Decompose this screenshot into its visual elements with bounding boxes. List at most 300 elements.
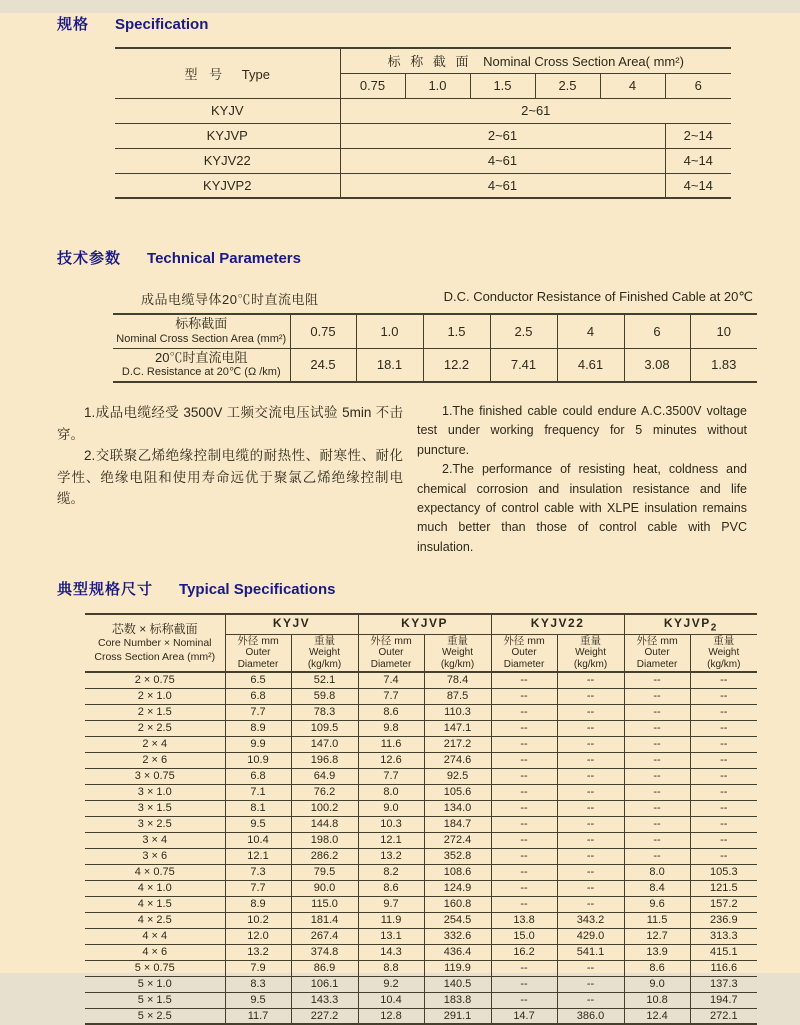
cell-value: 183.8: [424, 992, 491, 1008]
cell-value: 415.1: [690, 944, 757, 960]
cell-value: 541.1: [557, 944, 624, 960]
dc-resistance-label-en: D.C. Resistance at 20℃ (Ω /km): [121, 366, 281, 378]
row-label: 5 × 2.5: [85, 1008, 225, 1024]
specification-table: [115, 47, 731, 199]
cell-value: --: [491, 976, 557, 992]
cell-value: 291.1: [424, 1008, 491, 1024]
weight-header-zh: 重量: [447, 634, 469, 647]
core-range: 4~61: [340, 173, 665, 198]
resistance-value: 4.61: [557, 348, 624, 382]
cell-value: --: [491, 960, 557, 976]
group-header-row: [85, 614, 757, 634]
cell-value: --: [690, 736, 757, 752]
cell-value: 8.6: [358, 704, 424, 720]
cell-value: --: [624, 848, 690, 864]
cell-value: 115.0: [291, 896, 358, 912]
table-row: [85, 736, 757, 752]
cell-value: 76.2: [291, 784, 358, 800]
od-header-zh: 外径 mm: [503, 634, 545, 647]
weight-header-en: Weight (kg/km): [307, 647, 342, 671]
cell-value: 92.5: [424, 768, 491, 784]
resistance-value: 18.1: [356, 348, 423, 382]
type-header-en: Type: [241, 66, 270, 82]
group-label: KYJV: [272, 615, 311, 630]
size-value: 2.5: [490, 314, 557, 348]
cell-value: --: [690, 672, 757, 688]
cell-value: 79.5: [291, 864, 358, 880]
cell-value: 7.7: [358, 768, 424, 784]
cell-value: 254.5: [424, 912, 491, 928]
cell-value: --: [557, 848, 624, 864]
corner-header: [85, 614, 225, 672]
cell-value: 11.6: [358, 736, 424, 752]
cell-value: --: [557, 688, 624, 704]
size-header: 4: [600, 73, 665, 98]
cell-value: 7.4: [358, 672, 424, 688]
cell-value: --: [491, 752, 557, 768]
cell-value: 105.3: [690, 864, 757, 880]
cell-value: 286.2: [291, 848, 358, 864]
cell-value: --: [624, 768, 690, 784]
group-label: KYJVP: [663, 615, 711, 630]
cell-value: 9.2: [358, 976, 424, 992]
cell-value: 274.6: [424, 752, 491, 768]
group-label: KYJV22: [530, 615, 585, 630]
cell-value: 8.9: [225, 720, 291, 736]
cell-value: 137.3: [690, 976, 757, 992]
typical-specifications-heading-en: Typical Specifications: [179, 581, 336, 598]
table-row: [85, 992, 757, 1008]
nominal-area-label: [113, 314, 290, 348]
cell-value: --: [491, 816, 557, 832]
nominal-area-row: [113, 314, 757, 348]
row-label: 3 × 6: [85, 848, 225, 864]
cell-value: 110.3: [424, 704, 491, 720]
row-label: 3 × 1.0: [85, 784, 225, 800]
table-row: [85, 800, 757, 816]
cell-value: --: [491, 720, 557, 736]
size-value: 4: [557, 314, 624, 348]
weight-header: [690, 634, 757, 672]
cell-value: 9.0: [624, 976, 690, 992]
row-label: 4 × 1.5: [85, 896, 225, 912]
cell-value: 10.4: [225, 832, 291, 848]
cell-value: --: [491, 896, 557, 912]
cable-type: KYJVP: [115, 123, 340, 148]
technical-parameters-heading: [57, 247, 800, 268]
cell-value: 313.3: [690, 928, 757, 944]
group-label-sub: 2: [710, 621, 718, 633]
cell-value: --: [690, 800, 757, 816]
cell-value: --: [690, 816, 757, 832]
cell-value: 9.0: [358, 800, 424, 816]
nominal-area-label-en: Nominal Cross Section Area (mm²): [116, 332, 287, 345]
specification-heading-en: Specification: [115, 16, 209, 33]
cell-value: 196.8: [291, 752, 358, 768]
cell-value: --: [557, 768, 624, 784]
row-label: 5 × 1.0: [85, 976, 225, 992]
table-row: [85, 688, 757, 704]
group-label: KYJVP: [401, 615, 448, 630]
size-value: 6: [624, 314, 690, 348]
row-label: 3 × 0.75: [85, 768, 225, 784]
table-row: [85, 1008, 757, 1024]
row-label: 4 × 0.75: [85, 864, 225, 880]
resistance-value: 12.2: [423, 348, 490, 382]
weight-header: [557, 634, 624, 672]
type-header-zh: 型 号: [184, 66, 227, 82]
row-label: 2 × 0.75: [134, 674, 175, 687]
cell-value: 8.6: [624, 960, 690, 976]
dc-resistance-label: [113, 348, 290, 382]
cell-value: 140.5: [424, 976, 491, 992]
cell-value: 116.6: [690, 960, 757, 976]
cell-value: --: [690, 720, 757, 736]
spec-row-kyjv22: [115, 148, 731, 173]
cell-value: 272.1: [690, 1008, 757, 1024]
cell-value: 14.3: [358, 944, 424, 960]
table-row: [85, 832, 757, 848]
cell-value: 8.1: [225, 800, 291, 816]
cell-value: 15.0: [491, 928, 557, 944]
cell-value: 8.9: [225, 896, 291, 912]
cell-value: 87.5: [424, 688, 491, 704]
od-header: [491, 634, 557, 672]
table-row: [85, 768, 757, 784]
cell-value: 7.7: [358, 688, 424, 704]
corner-header-en1: Core Number × Nominal: [97, 637, 212, 650]
cell-value: 7.3: [225, 864, 291, 880]
cell-value: --: [557, 672, 624, 688]
cell-value: 8.0: [358, 784, 424, 800]
od-header-zh: 外径 mm: [237, 634, 279, 647]
specification-heading-zh: 规格: [57, 16, 90, 33]
cell-value: 9.6: [624, 896, 690, 912]
cell-value: 12.0: [225, 928, 291, 944]
size-header: 1.5: [470, 73, 535, 98]
cell-value: --: [557, 720, 624, 736]
core-range: 2~61: [340, 123, 665, 148]
cell-value: 8.8: [358, 960, 424, 976]
cell-value: --: [624, 816, 690, 832]
cell-value: 106.1: [291, 976, 358, 992]
cell-value: --: [557, 960, 624, 976]
cell-value: 12.6: [358, 752, 424, 768]
cell-value: 160.8: [424, 896, 491, 912]
cell-value: 6.5: [225, 672, 291, 688]
notes-section: [57, 402, 747, 557]
cell-value: 9.9: [225, 736, 291, 752]
cell-value: 6.8: [225, 688, 291, 704]
cell-value: 105.6: [424, 784, 491, 800]
cell-value: 134.0: [424, 800, 491, 816]
cell-value: --: [690, 832, 757, 848]
cell-value: --: [690, 688, 757, 704]
cell-value: 90.0: [291, 880, 358, 896]
cell-value: --: [491, 672, 557, 688]
cell-value: 86.9: [291, 960, 358, 976]
cell-value: 12.8: [358, 1008, 424, 1024]
cell-value: 8.2: [358, 864, 424, 880]
size-value: 1.5: [423, 314, 490, 348]
cell-value: 352.8: [424, 848, 491, 864]
catalog-page: [0, 13, 800, 1022]
table-row: [85, 848, 757, 864]
dc-resistance-label-zh: 20℃时直流电阻: [155, 349, 248, 365]
core-range: 4~61: [340, 148, 665, 173]
cell-value: 78.4: [424, 672, 491, 688]
row-label: 4 × 4: [85, 928, 225, 944]
cell-value: 198.0: [291, 832, 358, 848]
resistance-value: 1.83: [690, 348, 757, 382]
specification-heading: [57, 13, 800, 34]
cell-value: --: [491, 880, 557, 896]
cell-value: 11.5: [624, 912, 690, 928]
typical-table-body: [85, 672, 757, 1024]
corner-header-en2: Cross Section Area (mm²): [94, 650, 216, 663]
cell-value: --: [690, 848, 757, 864]
cell-value: --: [624, 832, 690, 848]
cell-value: 267.4: [291, 928, 358, 944]
cell-value: --: [624, 672, 690, 688]
cell-value: 436.4: [424, 944, 491, 960]
size-header: 1.0: [405, 73, 470, 98]
cell-value: 9.5: [225, 992, 291, 1008]
resistance-value: 3.08: [624, 348, 690, 382]
cell-value: --: [491, 864, 557, 880]
cell-value: 386.0: [557, 1008, 624, 1024]
cell-value: --: [690, 704, 757, 720]
cell-value: 236.9: [690, 912, 757, 928]
od-header: [225, 634, 291, 672]
table-row: [85, 704, 757, 720]
cell-value: 13.1: [358, 928, 424, 944]
row-label: 3 × 1.5: [85, 800, 225, 816]
cell-value: --: [491, 768, 557, 784]
size-header: 0.75: [340, 73, 405, 98]
table-row: [85, 976, 757, 992]
cell-value: --: [491, 800, 557, 816]
cell-value: --: [491, 992, 557, 1008]
row-label: 3 × 4: [85, 832, 225, 848]
spec-row-kyjvp: [115, 123, 731, 148]
cell-value: 12.7: [624, 928, 690, 944]
cell-value: 10.4: [358, 992, 424, 1008]
cell-value: 13.2: [358, 848, 424, 864]
spec-row-kyjv: [115, 98, 731, 123]
cell-value: 374.8: [291, 944, 358, 960]
core-range-last: 4~14: [665, 173, 731, 198]
core-range-last: 2~14: [665, 123, 731, 148]
cell-value: 12.4: [624, 1008, 690, 1024]
cell-value: --: [557, 816, 624, 832]
cell-value: --: [491, 784, 557, 800]
notes-english: [417, 402, 747, 557]
nominal-area-label-zh: 标称截面: [175, 316, 228, 332]
tech-caption-zh: 成品电缆导体20℃时直流电阻: [141, 292, 319, 307]
table-row: [85, 880, 757, 896]
weight-header-en: Weight (kg/km): [707, 647, 741, 671]
cell-value: --: [690, 784, 757, 800]
cell-value: --: [624, 800, 690, 816]
cell-value: 429.0: [557, 928, 624, 944]
cell-value: 16.2: [491, 944, 557, 960]
size-value: 0.75: [290, 314, 356, 348]
corner-header-zh: 芯数 × 标称截面: [111, 622, 198, 637]
cell-value: 12.1: [358, 832, 424, 848]
cell-value: 7.1: [225, 784, 291, 800]
cell-value: 11.7: [225, 1008, 291, 1024]
cell-value: 108.6: [424, 864, 491, 880]
table-row: [85, 896, 757, 912]
weight-header-en: Weight (kg/km): [440, 647, 475, 671]
cell-value: --: [557, 976, 624, 992]
row-label: 2 × 4: [85, 736, 225, 752]
od-header-en: Outer Diameter: [503, 647, 545, 671]
cell-value: --: [557, 864, 624, 880]
cell-value: 147.1: [424, 720, 491, 736]
cell-value: --: [690, 768, 757, 784]
tech-table-caption: [113, 289, 757, 308]
cell-value: --: [557, 992, 624, 1008]
od-header-en: Outer Diameter: [237, 647, 279, 671]
size-header: 6: [665, 73, 731, 98]
cell-value: 11.9: [358, 912, 424, 928]
cell-value: 10.2: [225, 912, 291, 928]
row-label: 5 × 0.75: [85, 960, 225, 976]
size-header: 2.5: [535, 73, 600, 98]
tech-caption-en: D.C. Conductor Resistance of Finished Cable at 20℃: [443, 289, 753, 304]
cell-value: --: [557, 784, 624, 800]
note-zh-2: 2.交联聚乙烯绝缘控制电缆的耐热性、耐寒性、耐化学性、绝缘电阻和使用寿命远优于聚氯乙烯绝缘控制电缆。: [57, 448, 403, 507]
cell-value: --: [557, 896, 624, 912]
cell-value: 143.3: [291, 992, 358, 1008]
cell-value: --: [557, 752, 624, 768]
cell-value: --: [624, 736, 690, 752]
cell-value: 13.2: [225, 944, 291, 960]
typical-specifications-table: [85, 613, 757, 1025]
row-label: 5 × 1.5: [85, 992, 225, 1008]
cell-value: 9.5: [225, 816, 291, 832]
cell-value: 9.8: [358, 720, 424, 736]
cell-value: 124.9: [424, 880, 491, 896]
cell-value: 7.7: [225, 704, 291, 720]
table-row: [85, 784, 757, 800]
group-header-kyjvp: [358, 614, 491, 634]
cell-value: 13.9: [624, 944, 690, 960]
cell-value: 147.0: [291, 736, 358, 752]
od-header-en: Outer Diameter: [636, 647, 678, 671]
technical-parameters-heading-en: Technical Parameters: [147, 250, 301, 267]
row-label: 2 × 6: [85, 752, 225, 768]
size-value: 1.0: [356, 314, 423, 348]
resistance-value: 7.41: [490, 348, 557, 382]
table-row: [85, 960, 757, 976]
notes-chinese: [57, 402, 403, 557]
cell-value: --: [491, 832, 557, 848]
type-column-header: [115, 48, 340, 98]
row-label: 2 × 1.5: [85, 704, 225, 720]
weight-header: [291, 634, 358, 672]
cell-value: --: [491, 848, 557, 864]
cell-value: 109.5: [291, 720, 358, 736]
cable-type: KYJV: [115, 98, 340, 123]
table-row: [85, 720, 757, 736]
table-row: [85, 672, 757, 688]
note-en-2: 2.The performance of resisting heat, coldness and chemical corrosion and insulation resistance and life expectancy of control cable with XLPE insulation remains much better than those of control cable with PVC insulation.: [417, 462, 747, 554]
od-header-zh: 外径 mm: [370, 634, 412, 647]
od-header-en: Outer Diameter: [370, 647, 412, 671]
typical-specifications-heading: [57, 578, 800, 599]
cell-value: --: [557, 800, 624, 816]
cell-value: 194.7: [690, 992, 757, 1008]
spec-row-kyjvp2: [115, 173, 731, 198]
cell-value: --: [557, 704, 624, 720]
cell-value: 332.6: [424, 928, 491, 944]
cell-value: 14.7: [491, 1008, 557, 1024]
core-range: 2~61: [340, 98, 731, 123]
cell-value: --: [624, 688, 690, 704]
area-column-header: [340, 48, 731, 73]
cell-value: 8.6: [358, 880, 424, 896]
row-label: 2 × 2.5: [85, 720, 225, 736]
cell-value: 121.5: [690, 880, 757, 896]
cell-value: --: [491, 736, 557, 752]
cell-value: --: [624, 704, 690, 720]
note-zh-1: 1.成品电缆经受 3500V 工频交流电压试验 5min 不击穿。: [57, 405, 403, 442]
cell-value: 227.2: [291, 1008, 358, 1024]
cell-value: 12.1: [225, 848, 291, 864]
row-label: 4 × 1.0: [85, 880, 225, 896]
cell-value: 157.2: [690, 896, 757, 912]
cell-value: --: [557, 736, 624, 752]
cell-value: 8.3: [225, 976, 291, 992]
cell-value: 10.3: [358, 816, 424, 832]
area-header-zh: 标 称 截 面: [387, 54, 472, 70]
od-header: [358, 634, 424, 672]
weight-header-zh: 重量: [314, 634, 335, 647]
table-row: [85, 912, 757, 928]
area-header-en: Nominal Cross Section Area( mm²): [483, 54, 684, 70]
cell-value: 6.8: [225, 768, 291, 784]
cell-value: 64.9: [291, 768, 358, 784]
dc-resistance-table: [113, 313, 757, 383]
cell-value: --: [557, 880, 624, 896]
cell-value: --: [491, 704, 557, 720]
typical-specifications-heading-zh: 典型规格尺寸: [57, 581, 154, 598]
weight-header-zh: 重量: [713, 634, 735, 647]
cell-value: --: [624, 752, 690, 768]
row-label: 4 × 2.5: [85, 912, 225, 928]
weight-header: [424, 634, 491, 672]
table-row: [85, 816, 757, 832]
dc-resistance-row: [113, 348, 757, 382]
od-header-zh: 外径 mm: [636, 634, 678, 647]
size-value: 10: [690, 314, 757, 348]
cell-value: 184.7: [424, 816, 491, 832]
weight-header-en: Weight (kg/km): [573, 647, 608, 671]
cell-value: 181.4: [291, 912, 358, 928]
cell-value: 59.8: [291, 688, 358, 704]
group-header-kyjvp2: [624, 614, 757, 634]
row-label: 2 × 1.0: [85, 688, 225, 704]
row-label: 3 × 2.5: [85, 816, 225, 832]
cell-value: --: [624, 784, 690, 800]
cell-value: 13.8: [491, 912, 557, 928]
cell-value: --: [491, 688, 557, 704]
cell-value: 52.1: [291, 672, 358, 688]
cell-value: 217.2: [424, 736, 491, 752]
